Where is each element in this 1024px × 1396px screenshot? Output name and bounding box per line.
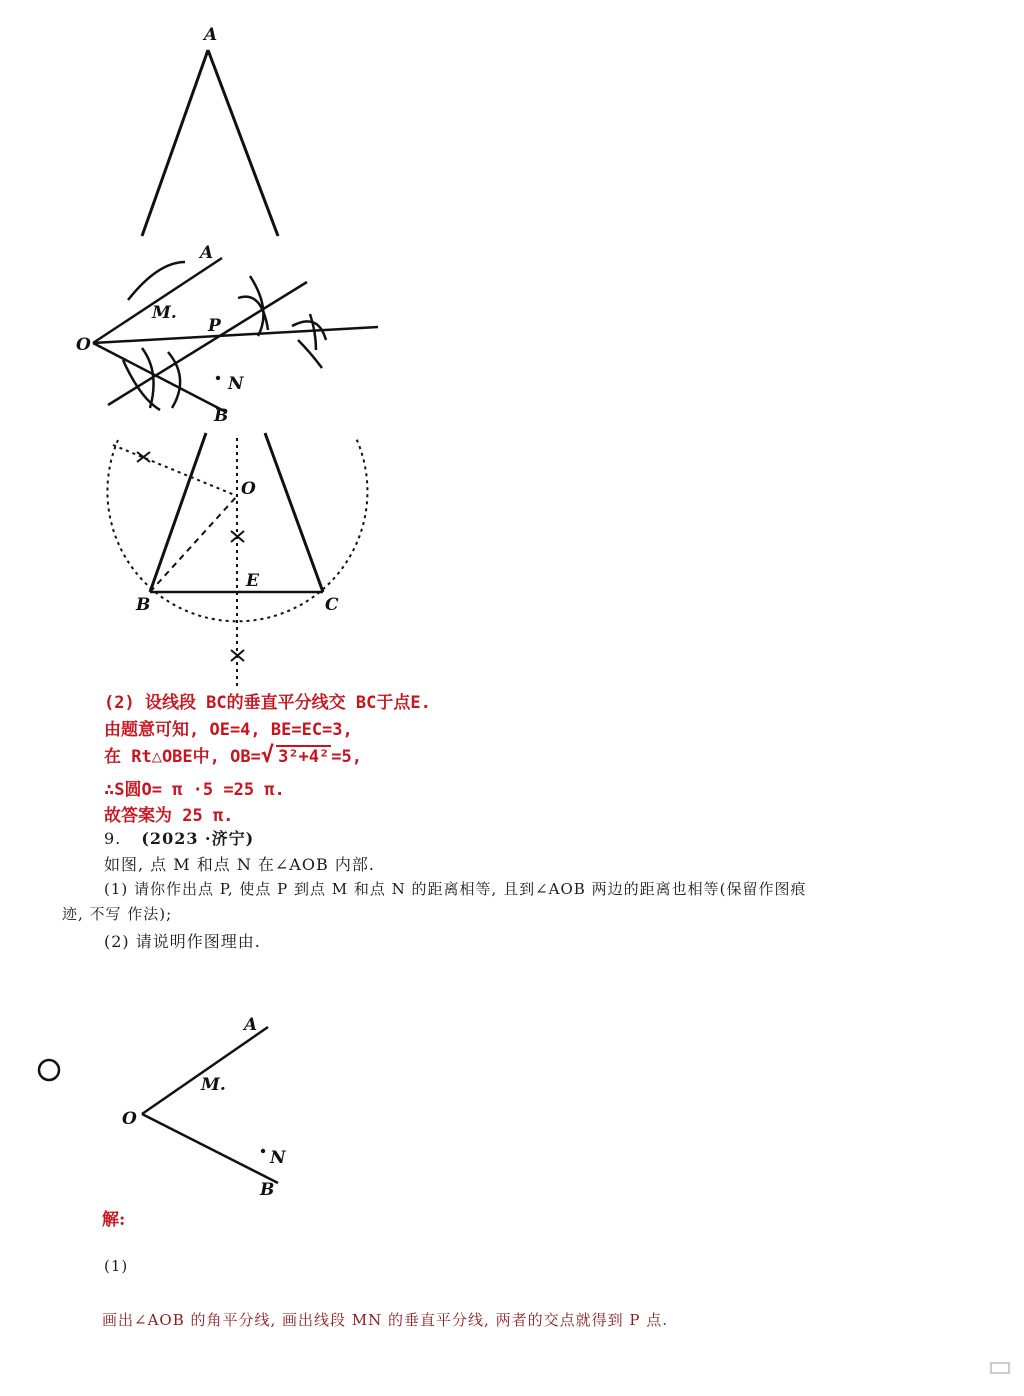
solution-line-3-suffix: =5, <box>331 747 362 767</box>
solution-line-4: ∴S圆O= π ·5 =25 π. <box>104 780 285 800</box>
label-N2: N <box>228 374 244 394</box>
problem9-stem: 如图, 点 M 和点 N 在∠AOB 内部. <box>104 855 375 874</box>
figure-circumcircle <box>107 433 367 690</box>
label-A4: A <box>244 1015 258 1035</box>
label-B4: B <box>260 1180 275 1200</box>
circle-mark-icon <box>39 1060 59 1080</box>
label-P2: P <box>208 316 221 336</box>
solution-line-3-prefix: 在 Rt△OBE中, OB= <box>104 747 261 767</box>
answer9-label: 解: <box>102 1210 126 1230</box>
label-A2: A <box>200 243 214 263</box>
label-A: A <box>204 25 218 45</box>
problem9-q2: (2) 请说明作图理由. <box>104 932 261 951</box>
solution-line-5: 故答案为 25 π. <box>104 806 234 826</box>
label-B2: B <box>214 406 229 426</box>
solution-line-2: 由题意可知, OE=4, BE=EC=3, <box>104 720 353 740</box>
solution-sqrt-body: 3²+4² <box>278 747 330 767</box>
label-O3: O <box>241 479 256 499</box>
label-E3: E <box>246 571 259 591</box>
solution-line-1: (2) 设线段 BC的垂直平分线交 BC于点E. <box>104 693 431 713</box>
point-N4 <box>261 1149 265 1153</box>
figure-problem9-angle <box>122 1015 287 1200</box>
label-M4: M. <box>201 1075 226 1095</box>
label-N4: N <box>270 1148 286 1168</box>
label-C3: C <box>325 595 339 615</box>
problem9-number: 9. <box>104 829 122 848</box>
answer9-part: (1) <box>104 1257 129 1275</box>
sqrt-icon: √ <box>260 743 275 768</box>
problem9-q1-line2: 迹, 不写 作法); <box>62 905 173 923</box>
solution-line-3 <box>104 742 362 768</box>
label-B3: B <box>136 595 151 615</box>
label-O2: O <box>76 335 91 355</box>
problem9-source: (2023 ·济宁) <box>141 829 255 848</box>
label-M2: M. <box>152 303 177 323</box>
point-N2 <box>216 376 220 380</box>
label-O4: O <box>122 1109 137 1129</box>
figure-apex-triangle <box>142 25 278 236</box>
problem9-q1-line1: (1) 请你作出点 P, 使点 P 到点 M 和点 N 的距离相等, 且到∠AOB 两边的距离也相等(保留作图痕 <box>104 880 807 898</box>
problem9-header <box>104 826 254 849</box>
answer9-text: 画出∠AOB 的角平分线, 画出线段 MN 的垂直平分线, 两者的交点就得到 P 点. <box>102 1311 668 1329</box>
page-mark-icon <box>990 1362 1010 1374</box>
